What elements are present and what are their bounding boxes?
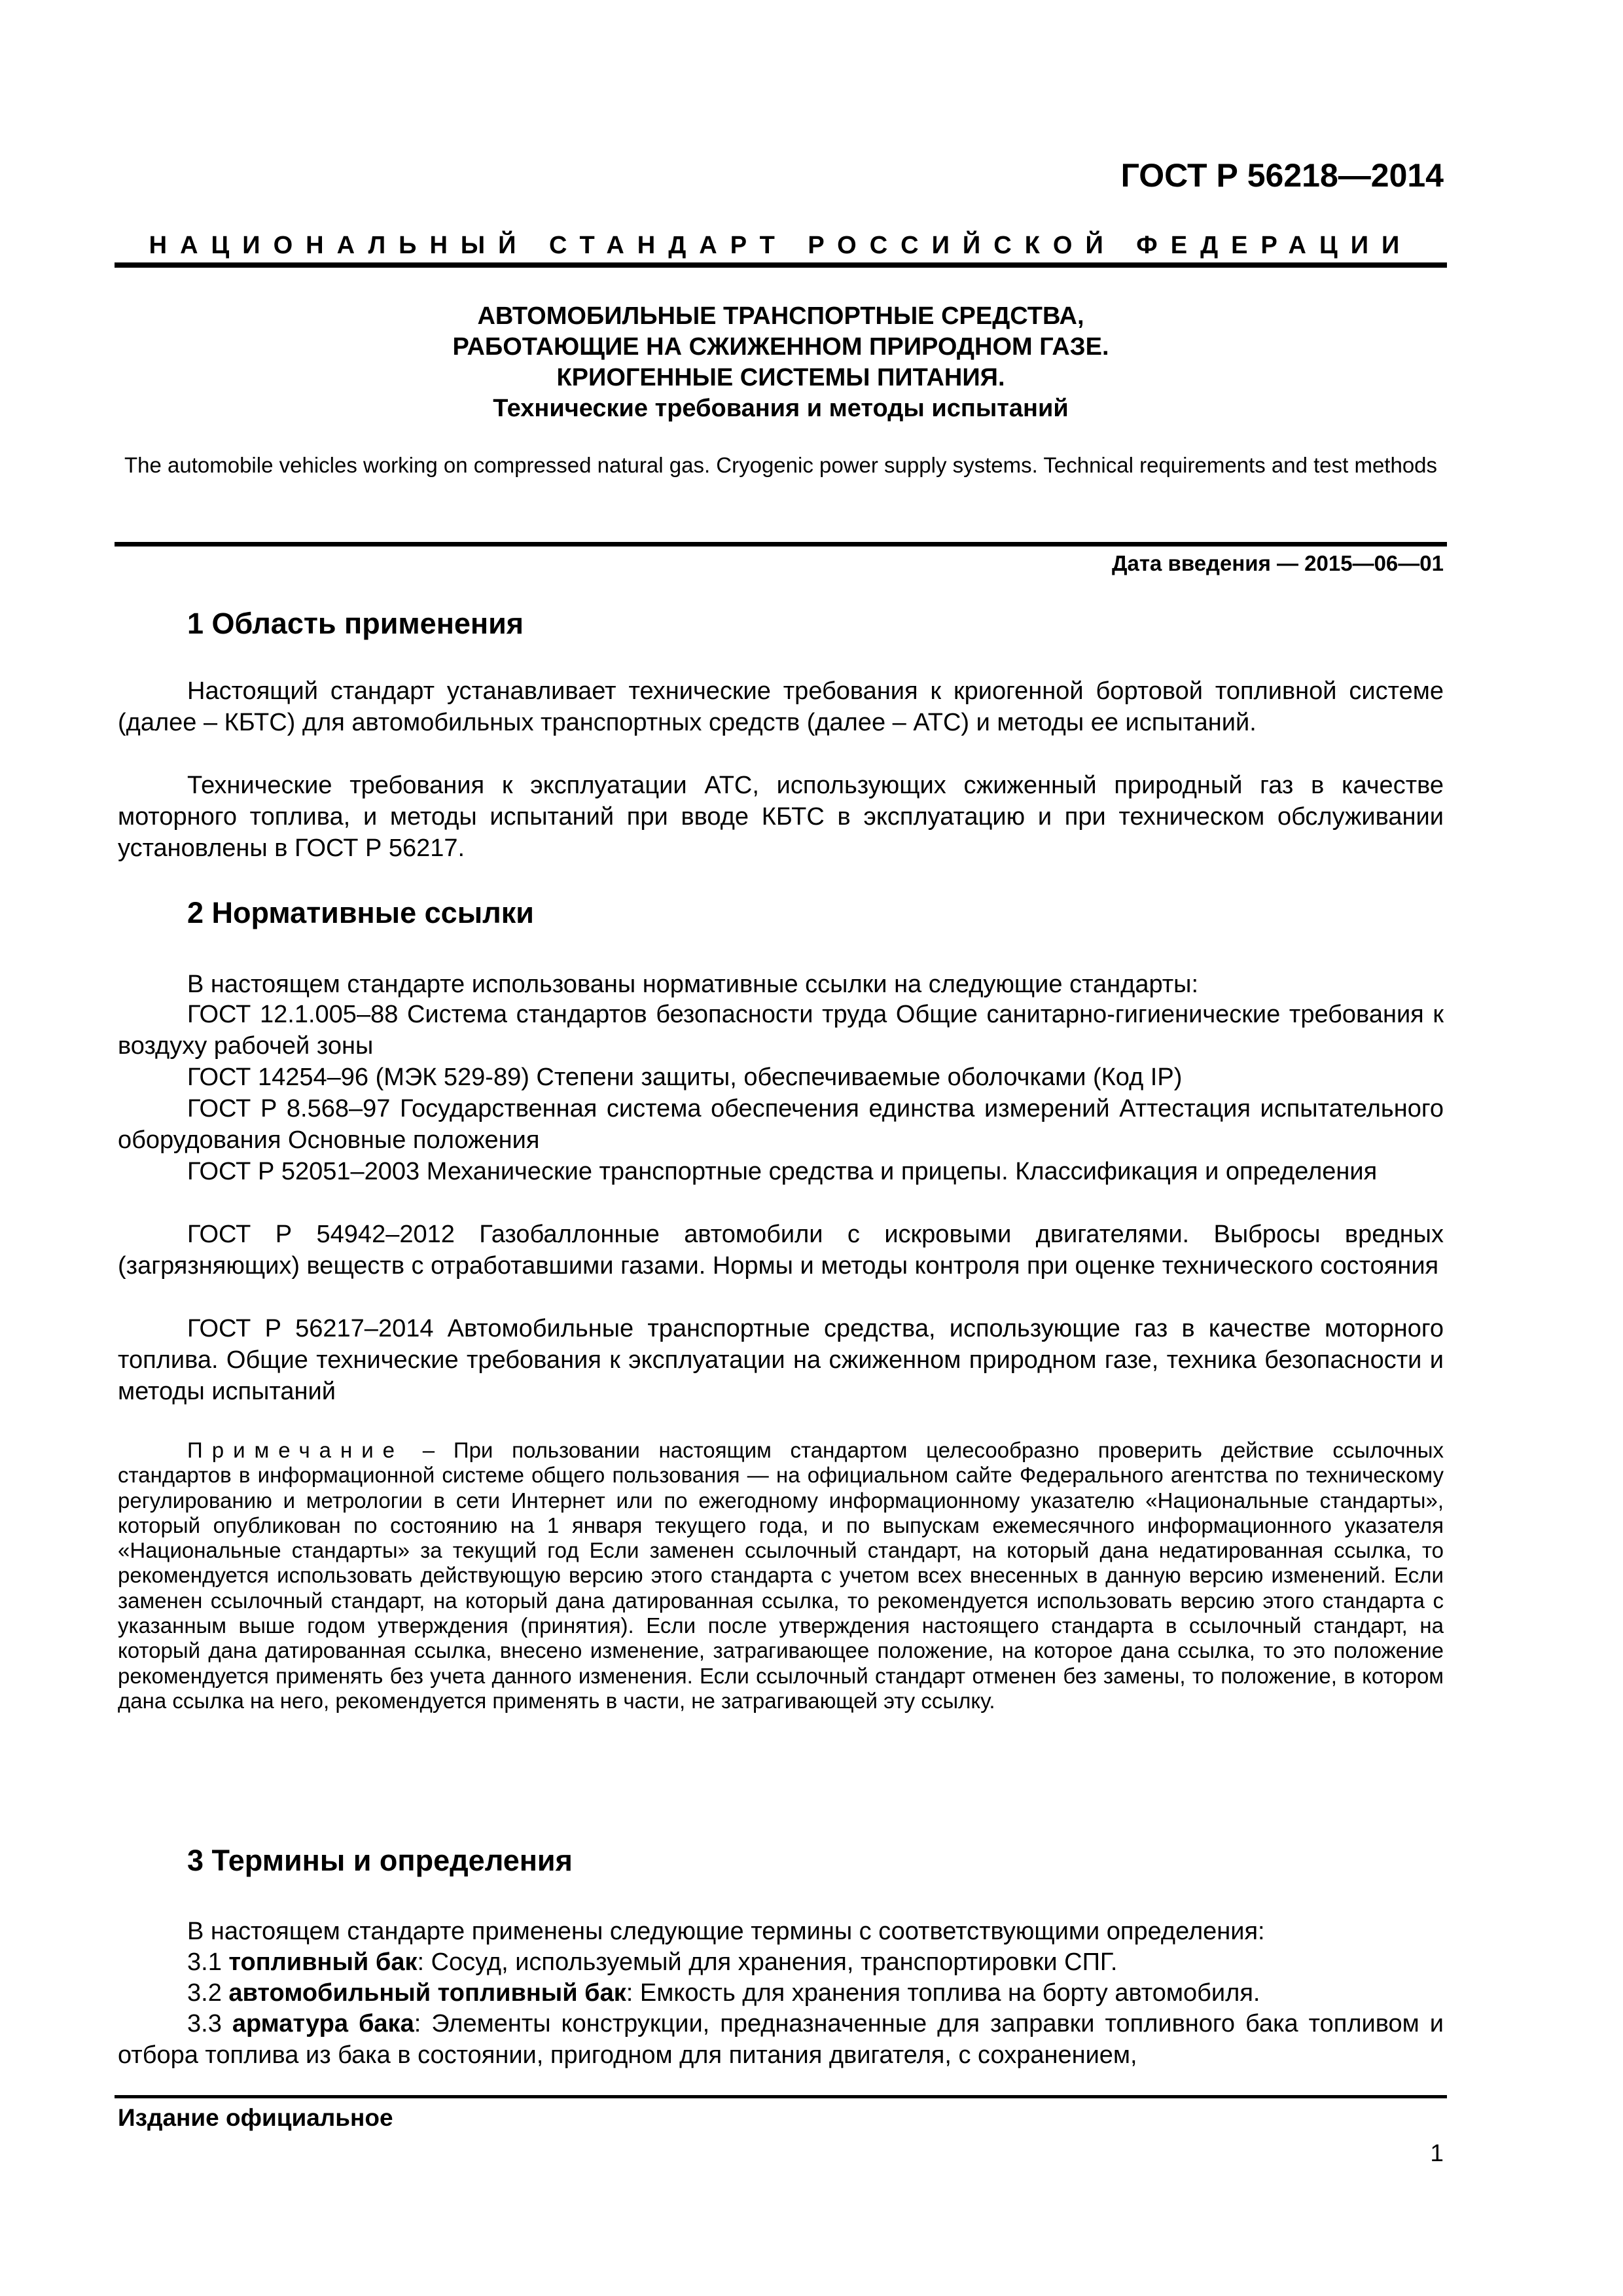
- title-line-2: РАБОТАЮЩИЕ НА СЖИЖЕННОМ ПРИРОДНОМ ГАЗЕ.: [452, 333, 1109, 361]
- reference-item: ГОСТ Р 56217–2014 Автомобильные транспортные средства, использующие газ в качестве моторного топлива. Общие технические требования к эксплуатации на сжиженном природном газе, техника безопасности и методы испытаний: [118, 1315, 1444, 1405]
- document-title: [118, 301, 1444, 424]
- introduction-date: Дата введения — 2015—06—01: [1112, 551, 1444, 575]
- middle-divider: [115, 542, 1447, 547]
- references-intro: В настоящем стандарте использованы нормативные ссылки на следующие стандарты:: [187, 971, 1199, 998]
- note-text: – При пользовании настоящим стандартом целесообразно проверить действие ссылочных стандартов в информационной системе общего пользования — на официальном сайте Федерального агентства по техническому регулированию и метрологии в сети Интернет или по ежегодному информационному указателю «Национальные стандарты», который опубликован по состоянию на 1 января текущего года, и по выпускам ежемесячного информационного указателя «Национальные стандарты» за текущий год Если заменен ссылочный стандарт, на который дана недатированная ссылка, то рекомендуется использовать действующую версию этого стандарта с учетом всех внесенных в данную версию изменений. Если заменен ссылочный стандарт, на который дана датированная ссылка, то рекомендуется использовать версию этого стандарта с указанным выше годом утверждения (принятия). Если после утверждения настоящего стандарта в ссылочный стандарт, на который дана датированная ссылка, внесено изменение, затрагивающее положение, на которое дана ссылка, то это положение рекомендуется применять без учета данного изменения. Если ссылочный стандарт отменен без замены, то положение, в котором дана ссылка на него, рекомендуется применять в части, не затрагивающей эту ссылку.: [118, 1438, 1444, 1713]
- term-text: : Элементы конструкции, предназначенные для заправки топливного бака топливом и отбора топлива из бака в состоянии, пригодном для питания двигателя, с сохранением,: [118, 2010, 1444, 2069]
- top-divider: [115, 262, 1447, 268]
- terms-intro: В настоящем стандарте применены следующие термины с соответствующими определения:: [187, 1918, 1265, 1945]
- note-label: Примечание: [187, 1438, 404, 1462]
- term-definition: [118, 1946, 1444, 1978]
- scope-paragraph-2: Технические требования к эксплуатации АТС, использующих сжиженный природный газ в качестве моторного топлива, и методы испытаний при вводе КБТС в эксплуатацию и при техническом обслуживании установлены в ГОСТ Р 56217.: [118, 772, 1444, 862]
- reference-item: ГОСТ Р 8.568–97 Государственная система обеспечения единства измерений Аттестация испытательного оборудования Основные положения: [118, 1095, 1444, 1154]
- term-name: топливный бак: [228, 1948, 418, 1976]
- term-number: 3.3: [187, 2010, 222, 2037]
- term-name: автомобильный топливный бак: [228, 1979, 626, 2007]
- scope-paragraph-1: Настоящий стандарт устанавливает технические требования к криогенной бортовой топливной системе (далее – КБТС) для автомобильных транспортных средств (далее – АТС) и методы ее испытаний.: [118, 677, 1444, 736]
- reference-item: ГОСТ Р 54942–2012 Газобаллонные автомобили с искровыми двигателями. Выбросы вредных (загрязняющих) веществ с отработавшими газами. Нормы и методы контроля при оценке технического состояния: [118, 1221, 1444, 1280]
- national-standard-banner: НАЦИОНАЛЬНЫЙ СТАНДАРТ РОССИЙСКОЙ ФЕДЕРАЦИИ: [149, 232, 1413, 259]
- term-number: 3.2: [187, 1979, 222, 2007]
- footer-divider: [115, 2095, 1447, 2098]
- section-3-heading: 3 Термины и определения: [187, 1844, 573, 1877]
- term-number: 3.1: [187, 1948, 222, 1976]
- gost-number: ГОСТ Р 56218—2014: [1120, 157, 1444, 194]
- term-text: : Емкость для хранения топлива на борту автомобиля.: [626, 1979, 1260, 2007]
- term-name: арматура бака: [232, 2010, 414, 2037]
- english-title: The automobile vehicles working on compressed natural gas. Cryogenic power supply systems. Technical requirements and test methods: [124, 453, 1438, 477]
- title-line-1: АВТОМОБИЛЬНЫЕ ТРАНСПОРТНЫЕ СРЕДСТВА,: [477, 302, 1084, 330]
- term-definition: [118, 1977, 1444, 2009]
- term-definition: [118, 2008, 1444, 2071]
- title-line-3: КРИОГЕННЫЕ СИСТЕМЫ ПИТАНИЯ.: [556, 364, 1005, 391]
- official-edition-label: Издание официальное: [118, 2104, 393, 2131]
- term-text: : Сосуд, используемый для хранения, транспортировки СПГ.: [417, 1948, 1118, 1976]
- page-number: 1: [1430, 2140, 1444, 2166]
- reference-note: [118, 1438, 1444, 1713]
- title-line-4: Технические требования и методы испытаний: [493, 395, 1069, 422]
- section-2-heading: 2 Нормативные ссылки: [187, 896, 534, 929]
- reference-item: ГОСТ 14254–96 (МЭК 529-89) Степени защиты, обеспечиваемые оболочками (Код IP): [187, 1064, 1183, 1091]
- reference-item: ГОСТ Р 52051–2003 Механические транспортные средства и прицепы. Классификация и определения: [187, 1158, 1378, 1185]
- section-1-heading: 1 Область применения: [187, 607, 524, 640]
- reference-item: ГОСТ 12.1.005–88 Система стандартов безопасности труда Общие санитарно-гигиенические требования к воздуху рабочей зоны: [118, 1001, 1444, 1060]
